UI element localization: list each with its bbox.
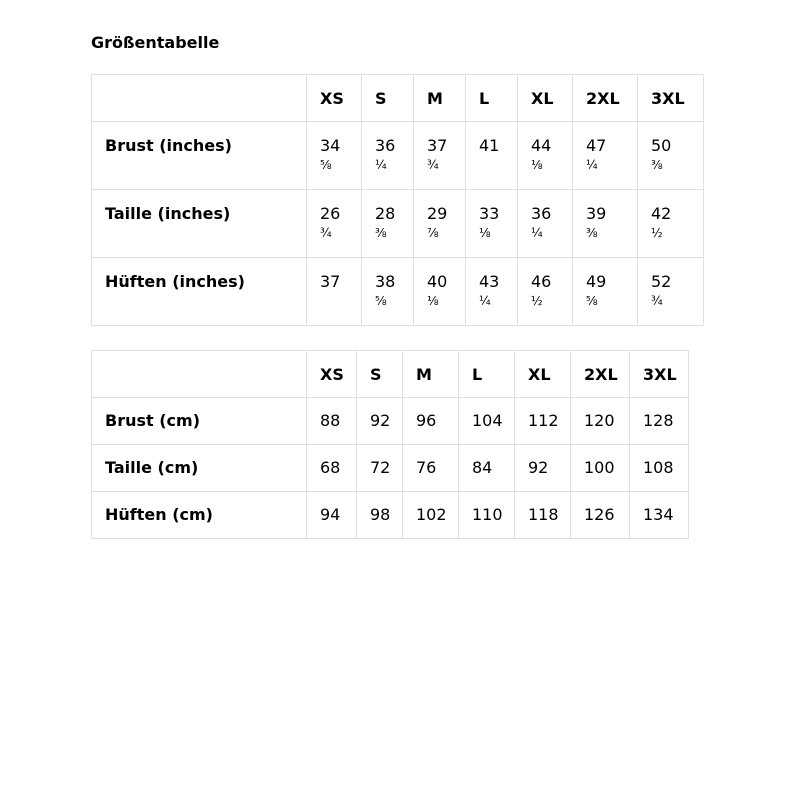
measurement-whole: 29 (427, 204, 448, 223)
measurement-fraction: ⅜ (586, 226, 598, 240)
measurement-fraction: ⅛ (427, 294, 439, 308)
measurement-value: 128 (643, 411, 674, 430)
measurement-fraction: ⅛ (479, 226, 491, 240)
measurement-cell (307, 398, 357, 445)
measurement-whole: 39 (586, 204, 607, 223)
measurement-cell (638, 122, 704, 190)
size-header-xl: XL (518, 75, 573, 122)
measurement-value: 102 (416, 505, 447, 524)
measurement-cell (573, 122, 638, 190)
table-row (92, 258, 704, 326)
measurement-cell (403, 398, 459, 445)
measurement-cell (307, 190, 362, 258)
measurement-cell (630, 445, 689, 492)
measurement-cell (515, 492, 571, 539)
measurement-cell (459, 398, 515, 445)
measurement-cell (362, 258, 414, 326)
measurement-whole: 26 (320, 204, 341, 223)
measurement-value: 120 (584, 411, 615, 430)
table-row (92, 122, 704, 190)
measurement-value: 88 (320, 411, 341, 430)
page-title: Größentabelle (91, 33, 220, 52)
measurement-value: 94 (320, 505, 341, 524)
measurement-cell (466, 190, 518, 258)
measurement-cell (630, 398, 689, 445)
measurement-fraction: ¼ (531, 226, 543, 240)
size-header-xs: XS (307, 351, 357, 398)
measurement-cell (466, 122, 518, 190)
row-label: Brust (cm) (92, 398, 307, 445)
measurement-cell (518, 190, 573, 258)
size-header-2xl: 2XL (571, 351, 630, 398)
measurement-whole: 40 (427, 272, 448, 291)
measurement-whole: 28 (375, 204, 396, 223)
size-header-m: M (414, 75, 466, 122)
measurement-cell (403, 445, 459, 492)
size-header-xs: XS (307, 75, 362, 122)
measurement-whole: 36 (531, 204, 552, 223)
measurement-value: 108 (643, 458, 674, 477)
measurement-value: 72 (370, 458, 391, 477)
measurement-whole: 34 (320, 136, 341, 155)
table-row (92, 190, 704, 258)
measurement-value: 110 (472, 505, 503, 524)
measurement-cell (638, 258, 704, 326)
row-label: Hüften (inches) (92, 258, 307, 326)
measurement-cell (573, 190, 638, 258)
measurement-value: 84 (472, 458, 493, 477)
size-header-s: S (357, 351, 403, 398)
header-corner-cell (92, 75, 307, 122)
measurement-value: 96 (416, 411, 437, 430)
measurement-cell (515, 398, 571, 445)
measurement-value: 126 (584, 505, 615, 524)
measurement-cell (362, 190, 414, 258)
measurement-whole: 33 (479, 204, 500, 223)
measurement-whole: 52 (651, 272, 672, 291)
measurement-cell (466, 258, 518, 326)
measurement-cell (414, 190, 466, 258)
measurement-cell (307, 258, 362, 326)
size-header-xl: XL (515, 351, 571, 398)
measurement-cell (414, 258, 466, 326)
measurement-cell (459, 492, 515, 539)
size-header-l: L (466, 75, 518, 122)
measurement-cell (515, 445, 571, 492)
row-label: Taille (inches) (92, 190, 307, 258)
measurement-fraction: ⅝ (375, 294, 387, 308)
measurement-cell (571, 398, 630, 445)
measurement-value: 92 (370, 411, 391, 430)
measurement-whole: 41 (479, 136, 500, 155)
measurement-whole: 37 (320, 272, 341, 291)
measurement-fraction (479, 156, 517, 157)
measurement-whole: 37 (427, 136, 448, 155)
measurement-cell (357, 492, 403, 539)
measurement-fraction: ¾ (320, 226, 332, 240)
measurement-cell (414, 122, 466, 190)
measurement-fraction: ⅝ (320, 158, 332, 172)
measurement-cell (630, 492, 689, 539)
measurement-cell (362, 122, 414, 190)
measurement-fraction: ⅞ (427, 226, 439, 240)
measurement-value: 100 (584, 458, 615, 477)
row-label: Taille (cm) (92, 445, 307, 492)
measurement-fraction: ¼ (479, 294, 491, 308)
measurement-value: 68 (320, 458, 341, 477)
measurement-value: 118 (528, 505, 559, 524)
measurement-value: 98 (370, 505, 391, 524)
measurement-value: 134 (643, 505, 674, 524)
measurement-whole: 38 (375, 272, 396, 291)
measurement-cell (307, 445, 357, 492)
measurement-whole: 42 (651, 204, 672, 223)
measurement-cell (518, 258, 573, 326)
measurement-whole: 50 (651, 136, 672, 155)
measurement-cell (307, 122, 362, 190)
size-header-2xl: 2XL (573, 75, 638, 122)
measurement-cell (518, 122, 573, 190)
header-corner-cell (92, 351, 307, 398)
row-label: Hüften (cm) (92, 492, 307, 539)
measurement-whole: 47 (586, 136, 607, 155)
measurement-fraction: ½ (651, 226, 663, 240)
measurement-fraction: ⅜ (651, 158, 663, 172)
size-header-3xl: 3XL (630, 351, 689, 398)
size-header-l: L (459, 351, 515, 398)
measurement-fraction: ¼ (375, 158, 387, 172)
table-row (92, 445, 689, 492)
size-table-inches (91, 74, 704, 326)
measurement-cell (459, 445, 515, 492)
measurement-fraction: ¾ (651, 294, 663, 308)
measurement-cell (307, 492, 357, 539)
measurement-fraction (320, 292, 361, 293)
measurement-value: 92 (528, 458, 549, 477)
measurement-fraction: ⅜ (375, 226, 387, 240)
table-row (92, 398, 689, 445)
measurement-value: 104 (472, 411, 503, 430)
measurement-fraction: ¾ (427, 158, 439, 172)
table-row (92, 492, 689, 539)
size-header-m: M (403, 351, 459, 398)
measurement-whole: 43 (479, 272, 500, 291)
measurement-cell (357, 445, 403, 492)
measurement-fraction: ¼ (586, 158, 598, 172)
measurement-cell (357, 398, 403, 445)
measurement-cell (403, 492, 459, 539)
measurement-fraction: ½ (531, 294, 543, 308)
size-header-s: S (362, 75, 414, 122)
measurement-cell (571, 492, 630, 539)
row-label: Brust (inches) (92, 122, 307, 190)
measurement-cell (638, 190, 704, 258)
size-header-3xl: 3XL (638, 75, 704, 122)
measurement-whole: 46 (531, 272, 552, 291)
measurement-whole: 36 (375, 136, 396, 155)
measurement-whole: 44 (531, 136, 552, 155)
measurement-value: 112 (528, 411, 559, 430)
size-table-cm (91, 350, 689, 539)
measurement-fraction: ⅝ (586, 294, 598, 308)
measurement-cell (571, 445, 630, 492)
measurement-value: 76 (416, 458, 437, 477)
measurement-cell (573, 258, 638, 326)
measurement-fraction: ⅛ (531, 158, 543, 172)
measurement-whole: 49 (586, 272, 607, 291)
header-row (92, 351, 689, 398)
header-row (92, 75, 704, 122)
